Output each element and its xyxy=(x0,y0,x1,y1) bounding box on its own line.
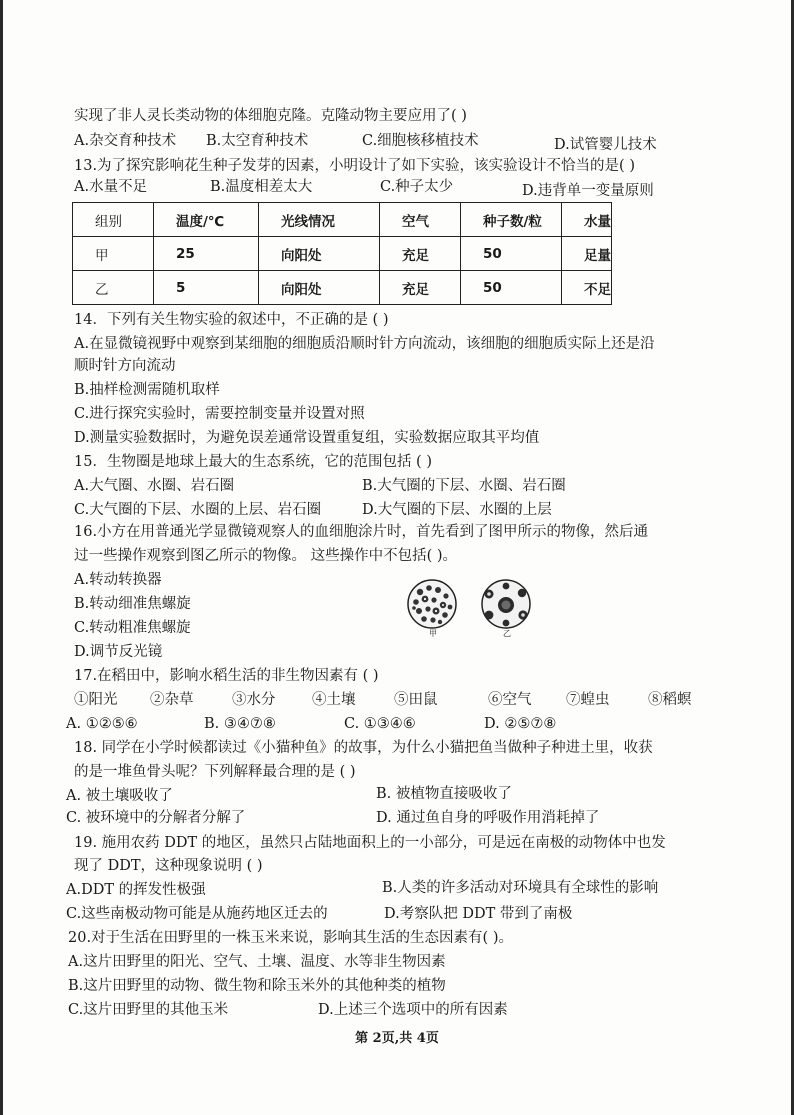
q19-option-a: A.DDT 的挥发性极强 xyxy=(66,882,206,898)
q15-option-d: D.大气圈的下层、水圈的上层 xyxy=(362,502,552,518)
table-cell: 甲 xyxy=(73,237,154,271)
table-header-cell: 温度/℃ xyxy=(154,203,259,237)
q18-stem-cont: 的是一堆鱼骨头呢？下列解释最合理的是 ( ) xyxy=(74,764,356,780)
table-cell: 5 xyxy=(154,271,259,305)
q17-item: ⑧稻螟 xyxy=(648,692,692,708)
q14-stem: 14．下列有关生物实验的叙述中，不正确的是 ( ) xyxy=(74,312,389,328)
table-cell: 50 xyxy=(461,237,562,271)
page-edge-left xyxy=(0,0,3,1115)
q13-option-c: C.种子太少 xyxy=(380,179,454,195)
page-footer: 第 2页,共 4页 xyxy=(355,1031,439,1046)
table-cell: 足量 xyxy=(562,237,612,271)
q15-stem: 15．生物圈是地球上最大的生态系统，它的范围包括 ( ) xyxy=(74,454,432,470)
q18-option-b: B. 被植物直接吸收了 xyxy=(376,786,512,802)
q17-item: ⑥空气 xyxy=(488,692,532,708)
q19-option-c: C.这些南极动物可能是从施药地区迁去的 xyxy=(66,906,328,922)
q17-option-c: C. ①③④⑥ xyxy=(344,716,416,732)
table-header-cell: 种子数/粒 xyxy=(461,203,562,237)
q12-option-a: A.杂交育种技术 xyxy=(74,133,177,149)
q20-option-a: A.这片田野里的阳光、空气、土壤、温度、水等非生物因素 xyxy=(68,954,446,970)
q17-item: ③水分 xyxy=(232,692,276,708)
table-cell: 乙 xyxy=(73,271,154,305)
q17-item: ⑤田鼠 xyxy=(394,692,438,708)
q16-stem-cont: 过一些操作观察到图乙所示的物像。 这些操作中不包括( )。 xyxy=(74,548,458,564)
q20-option-d: D.上述三个选项中的所有因素 xyxy=(318,1002,508,1018)
q12-option-d: D.试管婴儿技术 xyxy=(554,137,657,153)
q20-option-b: B.这片田野里的动物、微生物和除玉米外的其他种类的植物 xyxy=(68,978,446,994)
table-row xyxy=(73,237,612,271)
q14-option-a-cont: 顺时针方向流动 xyxy=(74,358,176,374)
q13-option-d: D.违背单一变量原则 xyxy=(522,183,654,199)
figure-b-label: 乙 xyxy=(503,629,511,638)
q20-stem: 20.对于生活在田野里的一株玉米来说，影响其生活的生态因素有( )。 xyxy=(68,930,513,946)
table-header-cell: 光线情况 xyxy=(259,203,380,237)
q19-option-d: D.考察队把 DDT 带到了南极 xyxy=(384,906,573,922)
q18-stem: 18. 同学在小学时候都读过《小猫种鱼》的故事，为什么小猫把鱼当做种子种进土里，收获 xyxy=(74,740,653,756)
q14-option-b: B.抽样检测需随机取样 xyxy=(74,382,220,398)
q19-stem: 19. 施用农药 DDT 的地区，虽然只占陆地面积上的一小部分，可是远在南极的动物体中也发 xyxy=(74,835,666,851)
q17-item: ②杂草 xyxy=(150,692,194,708)
q15-option-b: B.大气圈的下层、水圈、岩石圈 xyxy=(362,478,566,494)
table-header-cell: 组别 xyxy=(73,203,154,237)
table-cell: 向阳处 xyxy=(259,271,380,305)
q16-option-c: C.转动粗准焦螺旋 xyxy=(74,620,191,636)
microscope-figures xyxy=(405,578,535,640)
q15-option-a: A.大气圈、水圈、岩石圈 xyxy=(74,478,235,494)
q18-option-d: D. 通过鱼自身的呼吸作用消耗掉了 xyxy=(376,810,600,826)
q13-option-a: A.水量不足 xyxy=(74,179,148,195)
table-header-cell: 空气 xyxy=(380,203,461,237)
q13-option-b: B.温度相差太大 xyxy=(210,179,313,195)
q20-option-c: C.这片田野里的其他玉米 xyxy=(68,1002,229,1018)
table-cell: 不足 xyxy=(562,271,612,305)
q18-option-a: A. 被土壤吸收了 xyxy=(66,788,173,804)
table-cell: 充足 xyxy=(380,237,461,271)
q16-option-a: A.转动转换器 xyxy=(74,572,162,588)
table-cell: 向阳处 xyxy=(259,237,380,271)
q18-option-c: C. 被环境中的分解者分解了 xyxy=(66,810,246,826)
q17-item: ④土壤 xyxy=(312,692,356,708)
q14-option-a: A.在显微镜视野中观察到某细胞的细胞质沿顺时针方向流动，该细胞的细胞质实际上还是沿 xyxy=(74,336,655,352)
figure-a-label: 甲 xyxy=(429,629,437,638)
q15-option-c: C.大气圈的下层、水圈的上层、岩石圈 xyxy=(74,502,322,518)
q17-item: ①阳光 xyxy=(74,692,118,708)
microscope-views-image xyxy=(405,578,535,630)
q16-stem: 16.小方在用普通光学显微镜观察人的血细胞涂片时，首先看到了图甲所示的物像，然后通 xyxy=(74,524,649,540)
q12-stem-tail: 实现了非人灵长类动物的体细胞克隆。克隆动物主要应用了( ) xyxy=(74,108,467,124)
q17-stem: 17.在稻田中，影响水稻生活的非生物因素有 ( ) xyxy=(74,668,379,684)
q19-option-b: B.人类的许多活动对环境具有全球性的影响 xyxy=(382,880,659,896)
table-cell: 充足 xyxy=(380,271,461,305)
q14-option-c: C.进行探究实验时，需要控制变量并设置对照 xyxy=(74,406,365,422)
table-cell: 50 xyxy=(461,271,562,305)
q17-option-b: B. ③④⑦⑧ xyxy=(204,716,276,732)
q16-option-b: B.转动细准焦螺旋 xyxy=(74,596,191,612)
q12-option-b: B.太空育种技术 xyxy=(206,133,309,149)
q14-option-d: D.测量实验数据时，为避免误差通常设置重复组，实验数据应取其平均值 xyxy=(74,430,540,446)
q13-stem: 13.为了探究影响花生种子发芽的因素，小明设计了如下实验，该实验设计不恰当的是( ) xyxy=(74,158,635,174)
table-row xyxy=(73,271,612,305)
q17-option-a: A. ①②⑤⑥ xyxy=(66,716,138,732)
q17-item: ⑦蝗虫 xyxy=(566,692,610,708)
table-header-row xyxy=(73,203,612,237)
table-cell: 25 xyxy=(154,237,259,271)
q19-stem-cont: 现了 DDT，这种现象说明 ( ) xyxy=(74,858,263,874)
table-header-cell: 水量 xyxy=(562,203,612,237)
experiment-table xyxy=(72,202,612,305)
q17-option-d: D. ②⑤⑦⑧ xyxy=(484,716,557,732)
q16-option-d: D.调节反光镜 xyxy=(74,644,163,660)
q12-option-c: C.细胞核移植技术 xyxy=(362,133,479,149)
